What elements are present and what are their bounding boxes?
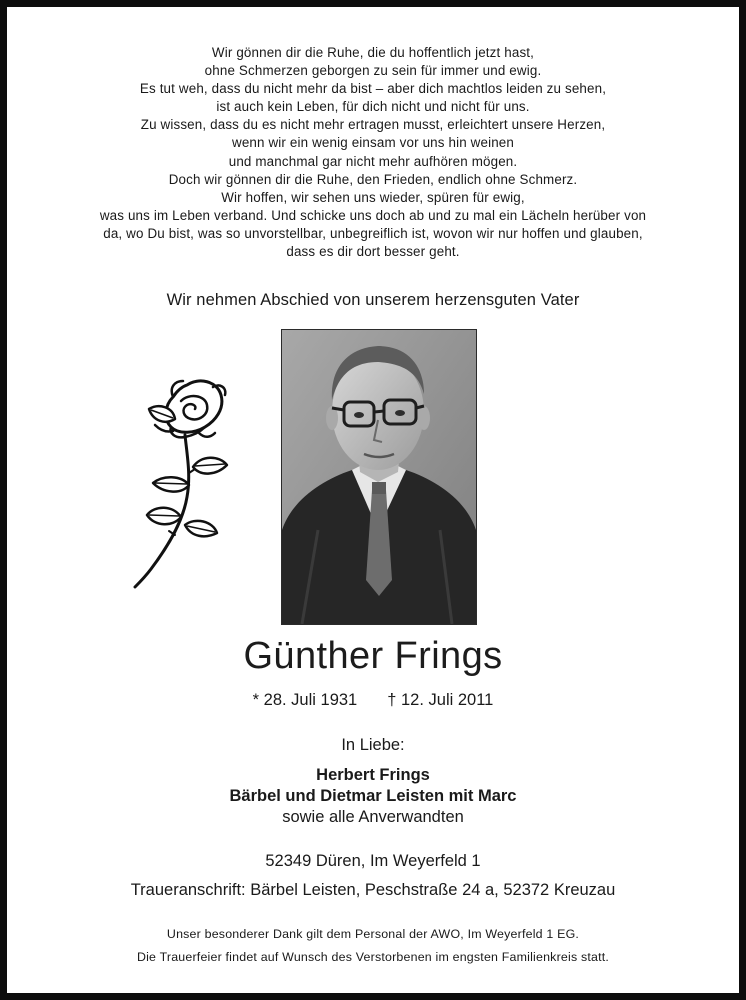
poem-line: was uns im Leben verband. Und schicke uns doch ab und zu mal ein Lächeln herüber von bbox=[99, 207, 647, 223]
poem-line: wenn wir ein wenig einsam vor uns hin weinen bbox=[232, 135, 514, 151]
thanks-note: Unser besonderer Dank gilt dem Personal der AWO, Im Weyerfeld 1 EG. bbox=[166, 927, 580, 941]
poem-line: und manchmal gar nicht mehr aufhören mögen. bbox=[228, 153, 518, 169]
portrait-photo bbox=[281, 329, 477, 625]
family-address: 52349 Düren, Im Weyerfeld 1 bbox=[265, 852, 481, 870]
mourner-line: Bärbel und Dietmar Leisten mit Marc bbox=[229, 787, 517, 805]
poem-line: ohne Schmerzen geborgen zu sein für immer und ewig. bbox=[204, 63, 542, 79]
poem-line: Zu wissen, dass du es nicht mehr ertragen musst, erleichtert unsere Herzen, bbox=[140, 117, 606, 133]
death-date: † 12. Juli 2011 bbox=[387, 691, 494, 709]
farewell-intro: Wir nehmen Abschied von unserem herzensguten Vater bbox=[166, 291, 580, 309]
notes bbox=[7, 923, 739, 969]
rose-icon bbox=[129, 375, 233, 590]
mourners-list bbox=[7, 765, 739, 828]
poem-line: dass es dir dort besser geht. bbox=[286, 244, 460, 260]
poem-line: Wir hoffen, wir sehen uns wieder, spüren für ewig, bbox=[221, 189, 525, 205]
mourner-line: Herbert Frings bbox=[316, 766, 430, 784]
poem-line: Es tut weh, dass du nicht mehr da bist – aber dich machtlos leiden zu sehen, bbox=[139, 81, 607, 97]
mourner-line: sowie alle Anverwandten bbox=[282, 808, 464, 826]
poem-line: da, wo Du bist, was so unvorstellbar, unbegreiflich ist, wovon wir nur hoffen und glauben, bbox=[103, 225, 643, 241]
birth-date: * 28. Juli 1931 bbox=[252, 691, 358, 709]
poem-line: Wir gönnen dir die Ruhe, die du hoffentlich jetzt hast, bbox=[211, 45, 535, 60]
poem-line: ist auch kein Leben, für dich nicht und nicht für uns. bbox=[216, 99, 530, 115]
funeral-note: Die Trauerfeier findet auf Wunsch des Verstorbenen im engsten Familienkreis statt. bbox=[136, 950, 610, 964]
life-dates bbox=[7, 691, 739, 710]
mourning-address: Traueranschrift: Bärbel Leisten, Peschstraße 24 a, 52372 Kreuzau bbox=[130, 881, 616, 899]
deceased-name: Günther Frings bbox=[243, 635, 503, 677]
mourners-heading: In Liebe: bbox=[341, 736, 405, 754]
poem bbox=[27, 44, 719, 261]
poem-line: Doch wir gönnen dir die Ruhe, den Frieden, endlich ohne Schmerz. bbox=[168, 171, 578, 187]
